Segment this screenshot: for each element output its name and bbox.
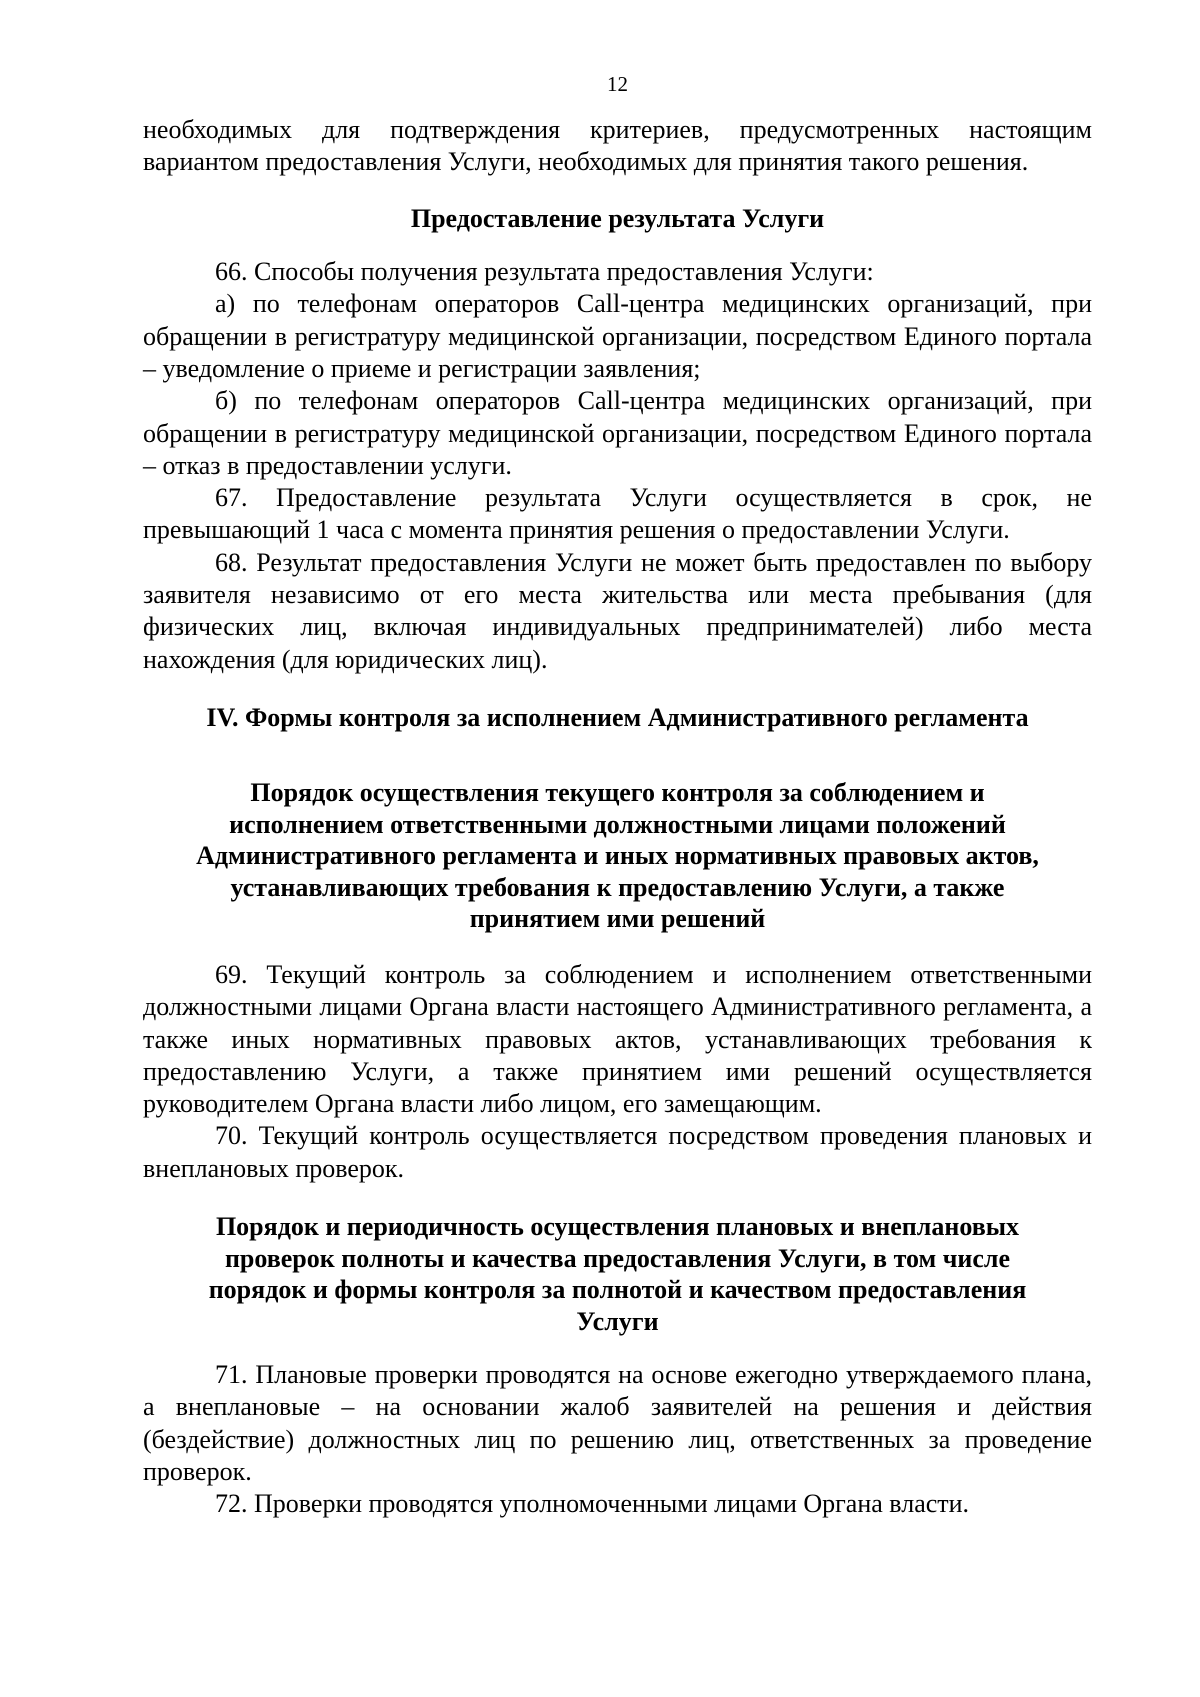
paragraph-66-a: а) по телефонам операторов Call-центра медицинских организаций, при обращении в регистратуру медицинской организации, посредством Единого портала – уведомление о приеме и регистрации заявления; [143,289,1092,383]
paragraph-66-b: б) по телефонам операторов Call-центра медицинских организаций, при обращении в регистратуру медицинской организации, посредством Единого портала – отказ в предоставлении услуги. [143,386,1092,480]
paragraph-72: 72. Проверки проводятся уполномоченными лицами Органа власти. [215,1489,970,1519]
paragraph-70: 70. Текущий контроль осуществляется посредством проведения плановых и внеплановых проверок. [143,1121,1092,1183]
heading-current-control: Порядок осуществления текущего контроля за соблюдением и исполнением ответственными должностными лицами положений Административного регламента и иных нормативных правовых актов, устанавливающих требования к предоставлению Услуги, а также принятием ими решений [196,778,1039,934]
page-number: 12 [607,72,628,96]
paragraph-69: 69. Текущий контроль за соблюдением и исполнением ответственными должностными лицами Органа власти настоящего Административного регламента, а также иных нормативных правовых актов, устанавливающих требования к предоставлению Услуги, а также принятием ими решений осуществляется руководителем Органа власти либо лицом, его замещающим. [143,959,1092,1119]
heading-section-iv: IV. Формы контроля за исполнением Административного регламента [206,702,1029,732]
paragraph-68: 68. Результат предоставления Услуги не может быть предоставлен по выбору заявителя независимо от его места жительства или места пребывания (для физических лиц, включая индивидуальных предпринимателей) либо места нахождения (для юридических лиц). [143,547,1092,674]
paragraph-67: 67. Предоставление результата Услуги осуществляется в срок, не превышающий 1 часа с момента принятия решения о предоставлении Услуги. [143,483,1092,545]
heading-service-result: Предоставление результата Услуги [410,203,825,233]
paragraph-continuation: необходимых для подтверждения критериев, предусмотренных настоящим вариантом предоставления Услуги, необходимых для принятия такого решения. [143,115,1092,177]
heading-inspections: Порядок и периодичность осуществления плановых и внеплановых проверок полноты и качества предоставления Услуги, в том числе порядок и формы контроля за полнотой и качеством предоставления Услуги [208,1212,1027,1336]
paragraph-66: 66. Способы получения результата предоставления Услуги: [215,257,874,287]
paragraph-71: 71. Плановые проверки проводятся на основе ежегодно утверждаемого плана, а внеплановые – на основании жалоб заявителей на решения и действия (бездействие) должностных лиц по решению лиц, ответственных за проведение проверок. [143,1360,1092,1486]
